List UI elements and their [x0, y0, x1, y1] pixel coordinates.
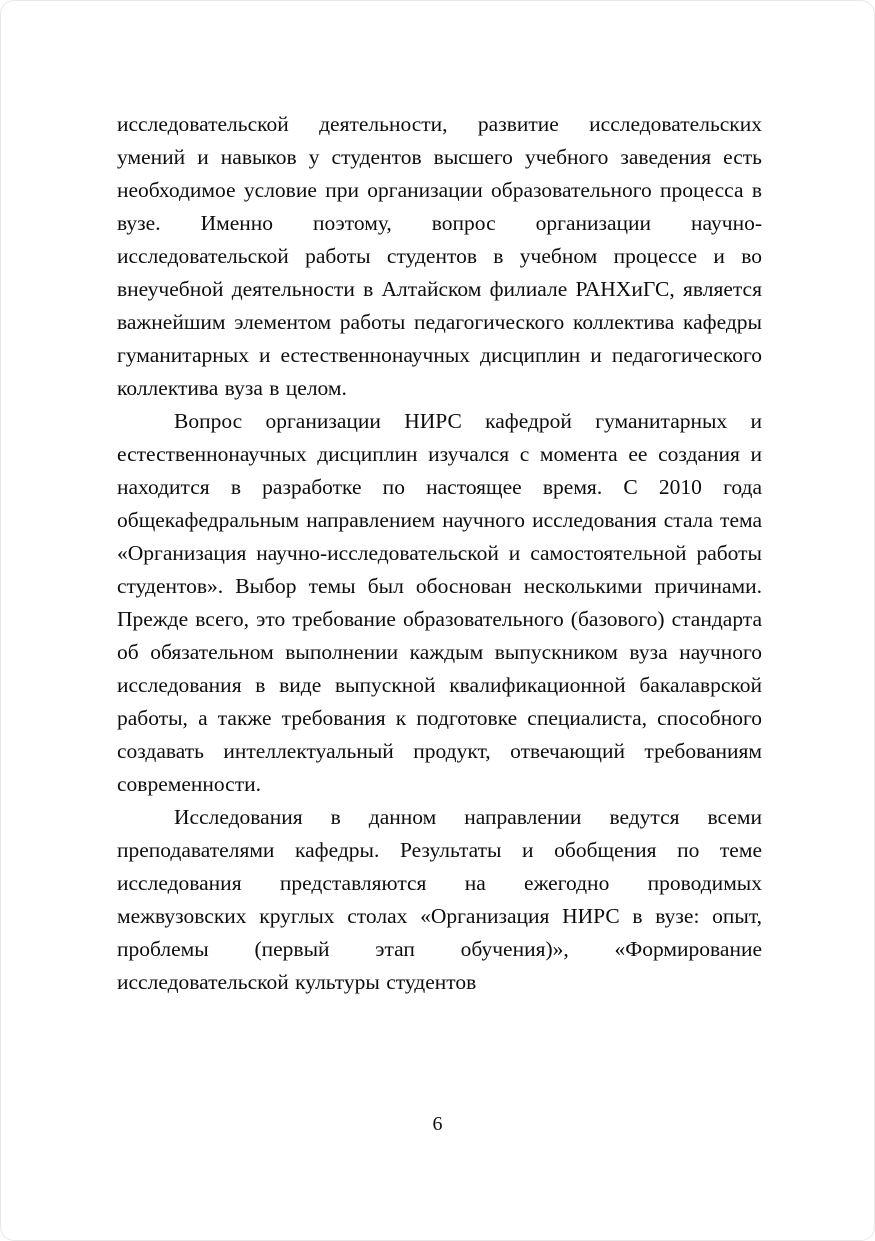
- paragraph-research-directions: Исследования в данном направлении ведутся всеми преподавателями кафедры. Результаты и обобщения по теме исследования представляются на ежегодно проводимых межвузовских круглых столах «Организация НИРС в вузе: опыт, проблемы (первый этап обучения)», «Формирование исследовательской культуры студентов: [117, 805, 762, 994]
- text-block: [117, 108, 762, 999]
- paragraph-continuation: исследовательской деятельности, развитие исследовательских умений и навыков у студентов высшего учебного заведения есть необходимое условие при организации образовательного процесса в вузе. Именно поэтому, вопрос организации научно-исследовательской работы студентов в учебном процессе и во внеучебной деятельности в Алтайском филиале РАНХиГС, является важнейшим элементом работы педагогического коллектива кафедры гуманитарных и естественнонаучных дисциплин и педагогического коллектива вуза в целом.: [117, 112, 762, 400]
- paragraph-nirs-organization: Вопрос организации НИРС кафедрой гуманитарных и естественнонаучных дисциплин изучался с момента ее создания и находится в разработке по настоящее время. С 2010 года общекафедральным направлением научного исследования стала тема «Организация научно-исследовательской и самостоятельной работы студентов». Выбор темы был обоснован несколькими причинами. Прежде всего, это требование образовательного (базового) стандарта об обязательном выполнении каждым выпускником вуза научного исследования в виде выпускной квалификационной бакалаврской работы, а также требования к подготовке специалиста, способного создавать интеллектуальный продукт, отвечающий требованиям современности.: [117, 409, 762, 796]
- page-number: 6: [432, 1113, 443, 1135]
